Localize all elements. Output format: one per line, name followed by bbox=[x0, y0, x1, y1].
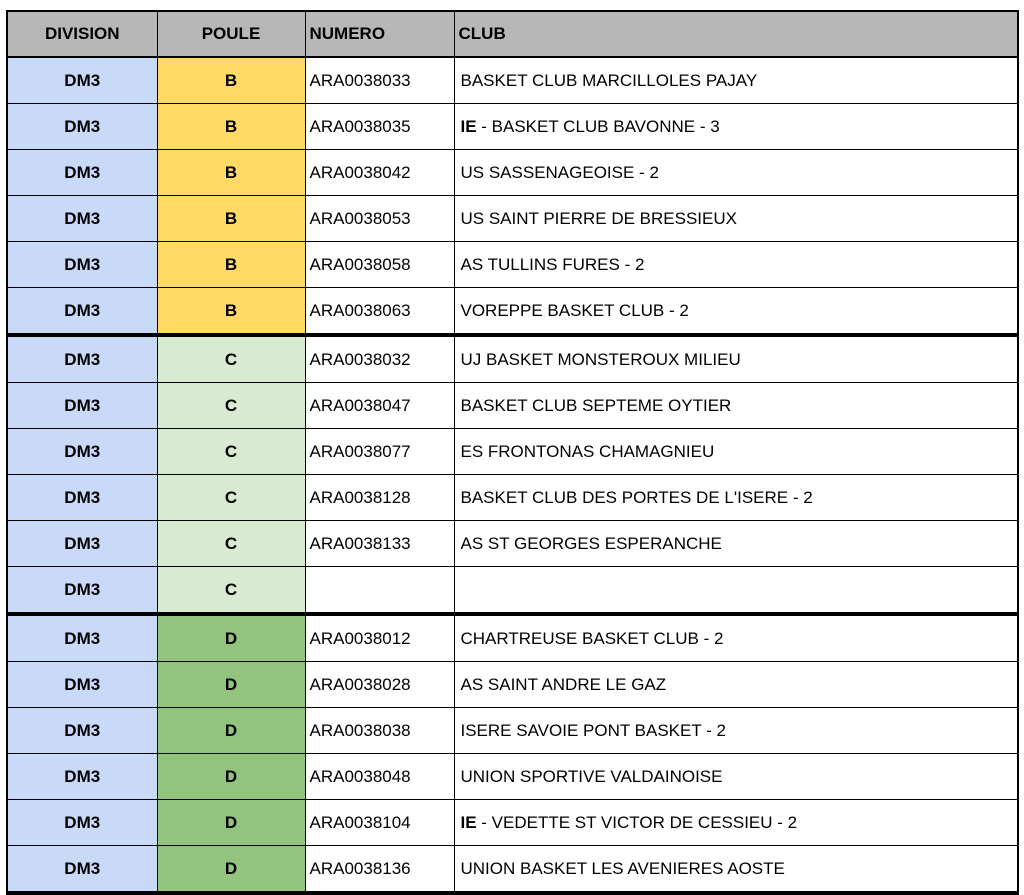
division-cell[interactable]: DM3 bbox=[7, 196, 157, 242]
club-cell[interactable] bbox=[454, 242, 1018, 288]
numero-cell[interactable]: ARA0038063 bbox=[305, 288, 454, 336]
numero-cell[interactable]: ARA0038042 bbox=[305, 150, 454, 196]
club-prefix: IE bbox=[460, 812, 477, 832]
table-row bbox=[7, 708, 1018, 754]
numero-cell[interactable]: ARA0038104 bbox=[305, 800, 454, 846]
club-name: UNION BASKET LES AVENIERES AOSTE bbox=[460, 858, 785, 878]
table-row bbox=[7, 104, 1018, 150]
header-club[interactable]: CLUB bbox=[454, 11, 1018, 57]
numero-cell[interactable]: ARA0038047 bbox=[305, 383, 454, 429]
table-row bbox=[7, 567, 1018, 615]
division-cell[interactable]: DM3 bbox=[7, 57, 157, 104]
club-cell[interactable] bbox=[454, 662, 1018, 708]
club-cell[interactable] bbox=[454, 196, 1018, 242]
club-name: BASKET CLUB DES PORTES DE L'ISERE - 2 bbox=[460, 487, 813, 507]
poule-cell[interactable]: D bbox=[157, 662, 305, 708]
poule-cell[interactable]: B bbox=[157, 104, 305, 150]
table-row bbox=[7, 288, 1018, 336]
club-name: CHARTREUSE BASKET CLUB - 2 bbox=[460, 628, 724, 648]
numero-cell[interactable]: ARA0038133 bbox=[305, 521, 454, 567]
division-cell[interactable]: DM3 bbox=[7, 567, 157, 615]
table-row bbox=[7, 521, 1018, 567]
numero-cell[interactable]: ARA0038038 bbox=[305, 708, 454, 754]
division-cell[interactable]: DM3 bbox=[7, 288, 157, 336]
table-body bbox=[7, 57, 1018, 893]
poule-cell[interactable]: C bbox=[157, 567, 305, 615]
club-cell[interactable] bbox=[454, 614, 1018, 662]
numero-cell[interactable]: ARA0038048 bbox=[305, 754, 454, 800]
division-cell[interactable]: DM3 bbox=[7, 662, 157, 708]
poule-cell[interactable]: B bbox=[157, 57, 305, 104]
division-cell[interactable]: DM3 bbox=[7, 335, 157, 383]
division-cell[interactable]: DM3 bbox=[7, 429, 157, 475]
table-row bbox=[7, 150, 1018, 196]
poule-cell[interactable]: D bbox=[157, 846, 305, 894]
poule-cell[interactable]: C bbox=[157, 521, 305, 567]
division-cell[interactable]: DM3 bbox=[7, 150, 157, 196]
club-name: BASKET CLUB MARCILLOLES PAJAY bbox=[460, 70, 758, 90]
club-name: VOREPPE BASKET CLUB - 2 bbox=[460, 300, 689, 320]
header-division[interactable]: DIVISION bbox=[7, 11, 157, 57]
club-name: ISERE SAVOIE PONT BASKET - 2 bbox=[460, 720, 726, 740]
division-cell[interactable]: DM3 bbox=[7, 708, 157, 754]
numero-cell[interactable]: ARA0038058 bbox=[305, 242, 454, 288]
table-row bbox=[7, 242, 1018, 288]
club-name: AS TULLINS FURES - 2 bbox=[460, 254, 645, 274]
spreadsheet bbox=[6, 10, 1017, 895]
table-row bbox=[7, 754, 1018, 800]
club-name: US SAINT PIERRE DE BRESSIEUX bbox=[460, 208, 737, 228]
numero-cell[interactable]: ARA0038136 bbox=[305, 846, 454, 894]
table-row bbox=[7, 335, 1018, 383]
numero-cell[interactable]: ARA0038012 bbox=[305, 614, 454, 662]
numero-cell[interactable]: ARA0038077 bbox=[305, 429, 454, 475]
header-row bbox=[7, 11, 1018, 57]
poule-cell[interactable]: B bbox=[157, 242, 305, 288]
numero-cell[interactable]: ARA0038032 bbox=[305, 335, 454, 383]
poule-cell[interactable]: C bbox=[157, 335, 305, 383]
division-cell[interactable]: DM3 bbox=[7, 800, 157, 846]
table-row bbox=[7, 614, 1018, 662]
club-cell[interactable] bbox=[454, 288, 1018, 336]
club-cell[interactable] bbox=[454, 383, 1018, 429]
club-cell[interactable] bbox=[454, 57, 1018, 104]
numero-cell[interactable]: ARA0038128 bbox=[305, 475, 454, 521]
club-cell[interactable] bbox=[454, 800, 1018, 846]
poule-cell[interactable]: B bbox=[157, 196, 305, 242]
club-name: - BASKET CLUB BAVONNE - 3 bbox=[476, 116, 720, 136]
club-name: UNION SPORTIVE VALDAINOISE bbox=[460, 766, 723, 786]
table-row bbox=[7, 383, 1018, 429]
club-cell[interactable] bbox=[454, 335, 1018, 383]
division-cell[interactable]: DM3 bbox=[7, 383, 157, 429]
table-row bbox=[7, 475, 1018, 521]
numero-cell[interactable] bbox=[305, 567, 454, 615]
table-row bbox=[7, 429, 1018, 475]
table-row bbox=[7, 800, 1018, 846]
club-cell[interactable] bbox=[454, 567, 1018, 615]
club-cell[interactable] bbox=[454, 521, 1018, 567]
poule-cell[interactable]: D bbox=[157, 754, 305, 800]
poule-cell[interactable]: D bbox=[157, 708, 305, 754]
poule-cell[interactable]: D bbox=[157, 800, 305, 846]
division-cell[interactable]: DM3 bbox=[7, 104, 157, 150]
division-cell[interactable]: DM3 bbox=[7, 614, 157, 662]
club-cell[interactable] bbox=[454, 475, 1018, 521]
club-name: BASKET CLUB SEPTEME OYTIER bbox=[460, 395, 732, 415]
header-numero[interactable]: NUMERO bbox=[305, 11, 454, 57]
numero-cell[interactable]: ARA0038028 bbox=[305, 662, 454, 708]
club-cell[interactable] bbox=[454, 150, 1018, 196]
numero-cell[interactable]: ARA0038053 bbox=[305, 196, 454, 242]
division-cell[interactable]: DM3 bbox=[7, 475, 157, 521]
club-cell[interactable] bbox=[454, 754, 1018, 800]
table-row bbox=[7, 196, 1018, 242]
poule-cell[interactable]: C bbox=[157, 475, 305, 521]
header-poule[interactable]: POULE bbox=[157, 11, 305, 57]
division-cell[interactable]: DM3 bbox=[7, 521, 157, 567]
numero-cell[interactable]: ARA0038033 bbox=[305, 57, 454, 104]
table-row bbox=[7, 846, 1018, 894]
club-name: ES FRONTONAS CHAMAGNIEU bbox=[460, 441, 715, 461]
club-cell[interactable] bbox=[454, 429, 1018, 475]
division-cell[interactable]: DM3 bbox=[7, 846, 157, 894]
table-row bbox=[7, 57, 1018, 104]
poule-cell[interactable]: C bbox=[157, 429, 305, 475]
poule-table bbox=[6, 10, 1019, 895]
club-name: US SASSENAGEOISE - 2 bbox=[460, 162, 659, 182]
poule-cell[interactable]: C bbox=[157, 383, 305, 429]
club-name: AS ST GEORGES ESPERANCHE bbox=[460, 533, 722, 553]
club-name: UJ BASKET MONSTEROUX MILIEU bbox=[460, 349, 741, 369]
club-cell[interactable] bbox=[454, 104, 1018, 150]
poule-cell[interactable]: B bbox=[157, 150, 305, 196]
poule-cell[interactable]: D bbox=[157, 614, 305, 662]
club-name: AS SAINT ANDRE LE GAZ bbox=[460, 674, 667, 694]
club-cell[interactable] bbox=[454, 846, 1018, 894]
numero-cell[interactable]: ARA0038035 bbox=[305, 104, 454, 150]
club-prefix: IE bbox=[460, 116, 477, 136]
club-cell[interactable] bbox=[454, 708, 1018, 754]
division-cell[interactable]: DM3 bbox=[7, 242, 157, 288]
club-name: - VEDETTE ST VICTOR DE CESSIEU - 2 bbox=[476, 812, 798, 832]
division-cell[interactable]: DM3 bbox=[7, 754, 157, 800]
poule-cell[interactable]: B bbox=[157, 288, 305, 336]
table-row bbox=[7, 662, 1018, 708]
